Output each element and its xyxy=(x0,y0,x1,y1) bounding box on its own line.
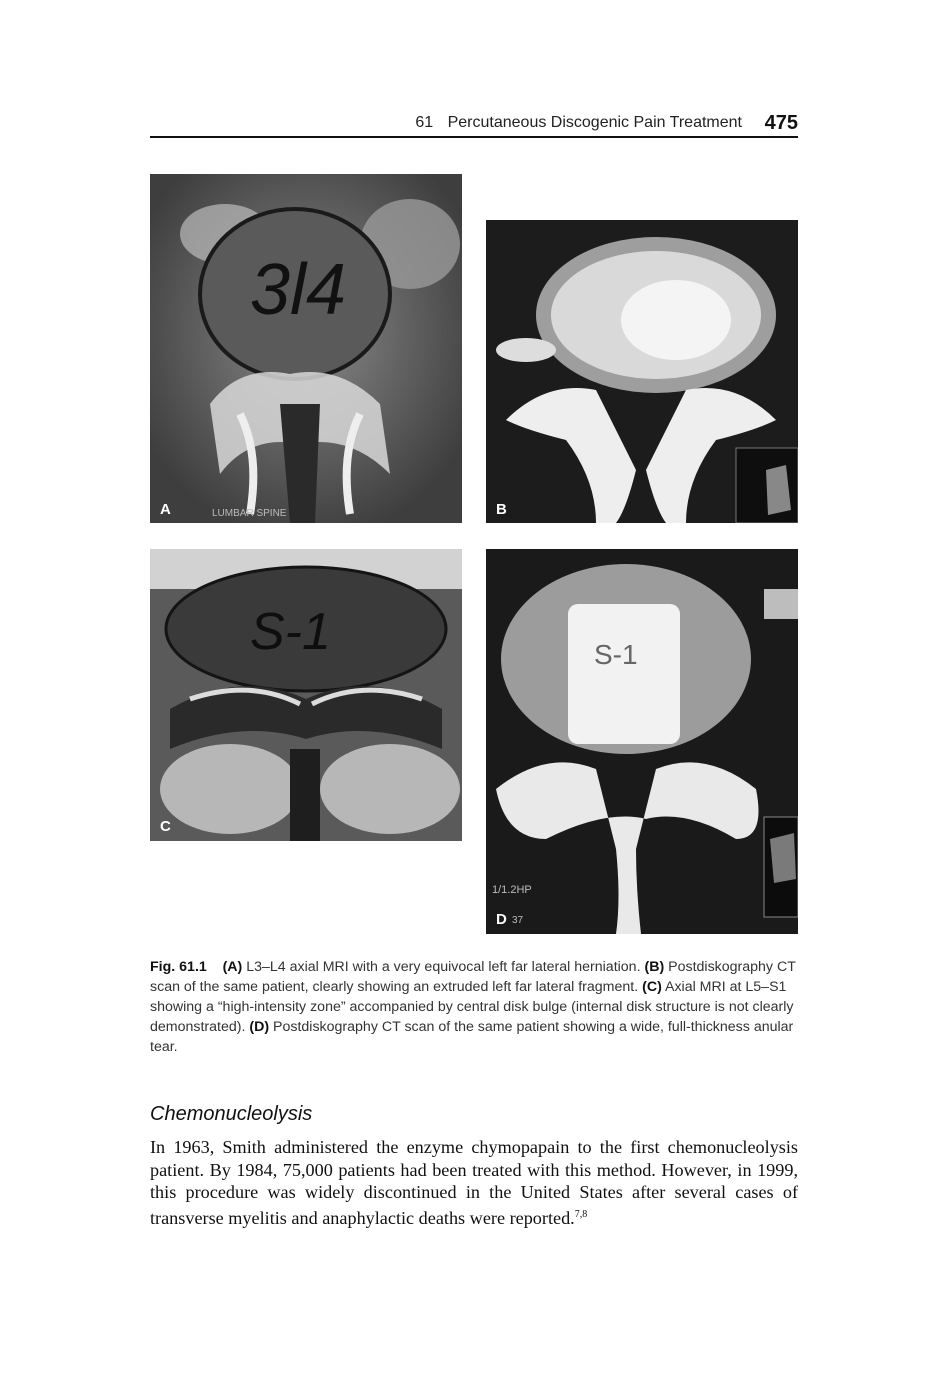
figure-d-ct xyxy=(486,549,798,934)
figure-a-burn-text: LUMBAR SPINE xyxy=(212,508,287,519)
figure-c-annotation: S-1 xyxy=(250,603,331,661)
figure-d-label: D xyxy=(496,911,507,928)
caption-b-text: Postdiskography CT scan of the same patient, clearly showing an extruded left far lateral fragment. xyxy=(150,959,796,995)
figure-d-burn-text: 1/1.2HP xyxy=(492,884,532,896)
ct-image-b xyxy=(486,220,798,523)
caption-c-tag: (C) xyxy=(642,979,662,995)
caption-figure-label: Fig. 61.1 xyxy=(150,959,207,975)
caption-d-tag: (D) xyxy=(249,1019,270,1035)
caption-a-text: L3–L4 axial MRI with a very equivocal left far lateral herniation. xyxy=(246,959,641,975)
page-number: 475 xyxy=(764,112,798,134)
figure-a-mri xyxy=(150,174,462,523)
figure-d-burn-text-2: 37 xyxy=(512,915,524,926)
figure-d-annotation: S-1 xyxy=(594,639,638,670)
running-header xyxy=(150,112,798,136)
figure-a-label: A xyxy=(160,501,171,518)
caption-d-text: Postdiskography CT scan of the same patient showing a wide, full-thickness anular tear. xyxy=(150,1019,794,1055)
chapter-number: 61 xyxy=(415,114,434,131)
caption-b-tag: (B) xyxy=(644,959,665,975)
paragraph-text: In 1963, Smith administered the enzyme chymopapain to the first chemonucleolysis patient. By 1984, 75,000 patients had been treated with this method. However, in 1999, this procedure was widely discontinued in the United States after several cases of transverse myelitis and anaphylactic deaths were reported. xyxy=(150,1137,798,1228)
figure-a-annotation: 3l4 xyxy=(250,250,347,330)
citation-superscript: 7,8 xyxy=(574,1208,588,1220)
caption-a-tag: (A) xyxy=(222,959,243,975)
figure-b-ct xyxy=(486,220,798,523)
running-title-block xyxy=(415,114,742,132)
header-rule xyxy=(150,136,798,138)
running-title: Percutaneous Discogenic Pain Treatment xyxy=(447,114,742,131)
figure-c-mri xyxy=(150,549,462,841)
body-paragraph xyxy=(150,1136,798,1229)
mri-image-a xyxy=(150,174,462,523)
ct-image-d xyxy=(486,549,798,934)
mri-image-c xyxy=(150,549,462,841)
section-title: Chemonucleolysis xyxy=(150,1103,313,1125)
figure-caption xyxy=(150,957,798,1057)
figure-b-label: B xyxy=(496,501,507,518)
figure-c-label: C xyxy=(160,818,171,835)
caption-c-text: Axial MRI at L5–S1 showing a “high-intensity zone” accompanied by central disk bulge (internal disk structure is not clearly demonstrated). xyxy=(150,979,794,1035)
